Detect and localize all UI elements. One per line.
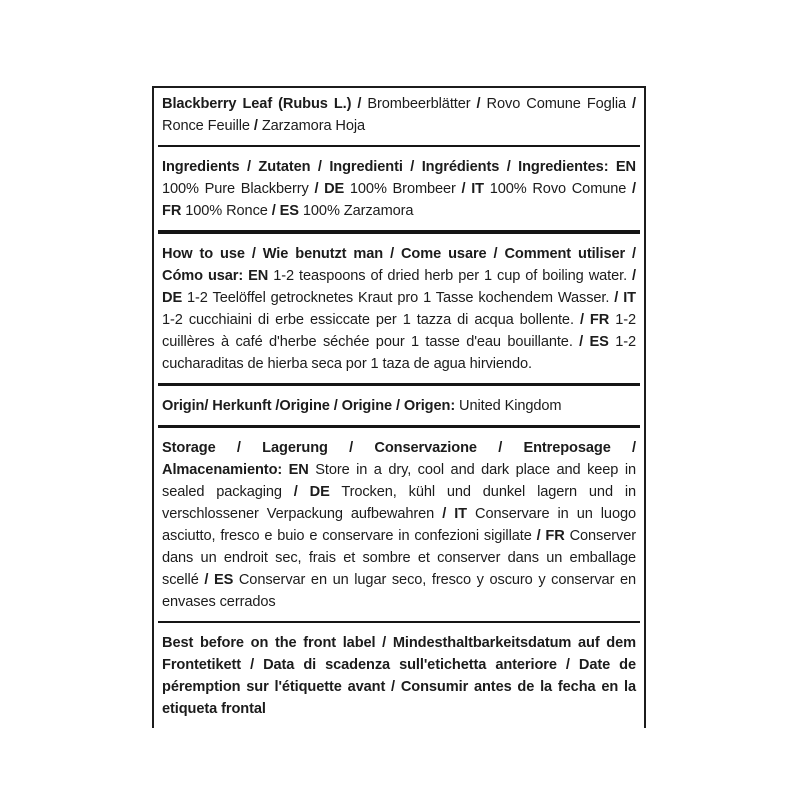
best-before-text [162, 632, 636, 720]
section-divider [158, 425, 640, 428]
text-run: / DE [314, 181, 345, 197]
text-run: / [632, 96, 636, 112]
text-run: Brombeerblätter [361, 96, 477, 112]
section-how-to-use [162, 243, 636, 375]
section-origin [162, 395, 636, 417]
text-run: / FR [162, 181, 636, 219]
ingredients-text [162, 156, 636, 222]
text-run: Store in a dry, cool and dark place and keep in sealed packaging [162, 462, 636, 500]
text-run: 1-2 cucchiaini di erbe essiccate per 1 tazza di acqua bollente. [162, 312, 580, 328]
text-run: Conserver dans un endroit sec, frais et sombre et conserver dans un emballage scellé [162, 528, 636, 588]
section-divider [158, 621, 640, 623]
how-to-use-text [162, 243, 636, 375]
text-run: 1-2 Teelöffel getrocknetes Kraut pro 1 Tasse kochendem Wasser. [182, 290, 615, 306]
label-bottom-padding [162, 720, 636, 724]
text-run: 100% Ronce [181, 203, 272, 219]
section-divider [158, 145, 640, 147]
text-run: Conservar en un lugar seco, fresco y oscuro y conservar en envases cerrados [162, 572, 637, 610]
text-run: 1-2 cuillères à café d'herbe séchée pour 1 tasse d'eau bouillante. [162, 312, 636, 350]
text-run: / [476, 96, 481, 112]
text-run: 100% Brombeer [344, 181, 462, 197]
text-run: 100% Zarzamora [298, 203, 414, 219]
text-run: / [253, 118, 258, 134]
text-run: Rovo Comune Foglia [480, 96, 633, 112]
text-run: / IT [442, 506, 467, 522]
section-storage [162, 437, 636, 613]
text-run: / DE [293, 484, 330, 500]
text-run: United Kingdom [455, 398, 562, 414]
text-run: / FR [536, 528, 565, 544]
text-run: Origin/ Herkunft /Origine / Origine / Origen: [162, 398, 456, 414]
text-run: 1-2 cucharaditas de hierba seca por 1 taza de agua hirviendo. [162, 334, 636, 372]
text-run: Trocken, kühl und dunkel lagern und in verschlossener Verpackung aufbewahren [162, 484, 636, 522]
section-divider [158, 230, 640, 234]
storage-text [162, 437, 636, 613]
text-run: Zarzamora Hoja [257, 118, 366, 134]
text-run: How to use / Wie benutzt man / Come usare / Comment utiliser / Cómo usar: EN [162, 246, 636, 284]
text-run: Best before on the front label / Mindesthaltbarkeitsdatum auf dem Frontetikett / Data di scadenza sull'etichetta anteriore / Date de péremption sur l'étiquette avant / Consumir antes de la fecha en la etiqueta frontal [162, 635, 636, 717]
text-run: Blackberry Leaf (Rubus L.) / [162, 96, 362, 112]
text-run: Ingredients / Zutaten / Ingredienti / Ingrédients / Ingredientes: EN [162, 159, 636, 175]
text-run: 1-2 teaspoons of dried herb per 1 cup of boiling water. [268, 268, 633, 284]
text-run: Conservare in un luogo asciutto, fresco e buio e conservare in confezioni sigillate [162, 506, 636, 544]
section-product-name [162, 93, 636, 137]
text-run: Storage / Lagerung / Conservazione / Entreposage / Almacenamiento: EN [162, 440, 636, 478]
text-run: / ES [204, 572, 234, 588]
text-run: / ES [579, 334, 609, 350]
section-ingredients [162, 156, 636, 222]
product-name-text [162, 93, 636, 137]
text-run: / FR [579, 312, 610, 328]
origin-text [162, 395, 636, 417]
text-run: / DE [162, 268, 636, 306]
section-divider [158, 383, 640, 386]
text-run: 100% Pure Blackberry [162, 181, 315, 197]
section-best-before [162, 632, 636, 720]
text-run: Ronce Feuille [162, 118, 254, 134]
text-run: 100% Rovo Comune [484, 181, 633, 197]
text-run: / ES [271, 203, 299, 219]
text-run: / IT [614, 290, 636, 306]
product-back-label [152, 86, 646, 728]
text-run: / IT [461, 181, 484, 197]
